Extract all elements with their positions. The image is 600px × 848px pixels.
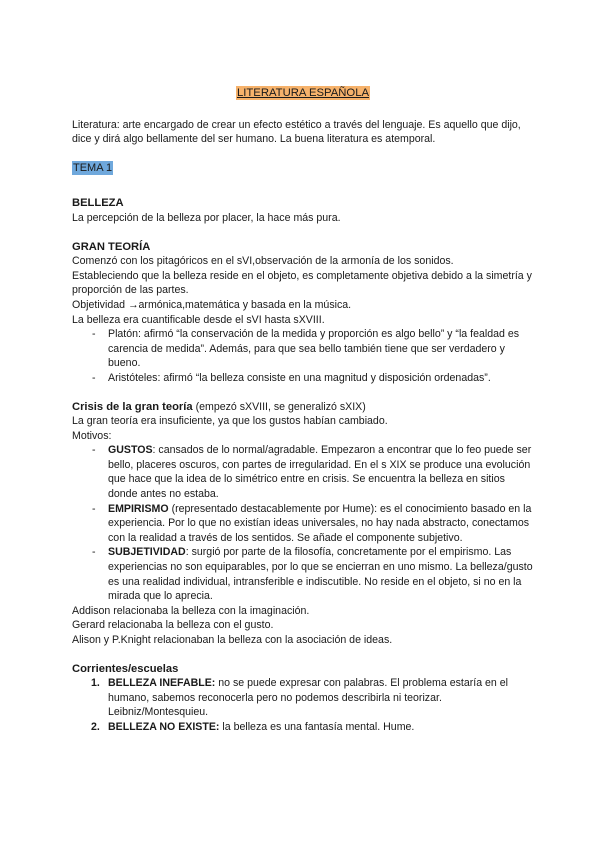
- motivo-term-subjetividad: SUBJETIVIDAD: [108, 546, 186, 559]
- belleza-heading: BELLEZA: [72, 197, 124, 210]
- gran-teoria-p2: Estableciendo que la belleza reside en el objeto, es completamente objetiva debido a la simetría y proporción de las partes.: [72, 269, 532, 297]
- crisis-heading-line: [72, 400, 534, 415]
- motivo-text-gustos: : cansados de lo normal/agradable. Empezaron a encontrar que lo feo puede ser bello, placeres oscuros, con partes de irregularidad. En el s XIX se produce una evolución que hace que la idea de lo simétrico entre en crisis. Se encuentra la belleza en sitios donde antes no estaba.: [108, 444, 532, 501]
- corriente-text-inefable: no se puede expresar con palabras. El problema estaría en el humano, sabemos reconocerla pero no podemos describirla ni teorizar. Leibniz/Montesquieu.: [108, 677, 508, 719]
- list-item-aristoteles: - Aristóteles: afirmó “la belleza consiste en una magnitud y disposición ordenadas”.: [72, 371, 534, 386]
- crisis-p1: La gran teoría era insuficiente, ya que los gustos habían cambiado.: [72, 415, 388, 428]
- crisis-subtitle: (empezó sXVIII, se generalizó sXIX): [195, 400, 366, 413]
- list-item-belleza-no-existe: [72, 720, 534, 735]
- crisis-after-addison: Addison relacionaba la belleza con la imaginación.: [72, 604, 310, 617]
- motivos-list: [72, 443, 534, 604]
- corrientes-list: [72, 676, 534, 734]
- gran-teoria-list: [72, 327, 534, 385]
- gran-teoria-p4: La belleza era cuantificable desde el sVI hasta sXVIII.: [72, 313, 325, 326]
- crisis-p2: Motivos:: [72, 429, 112, 442]
- crisis-heading: Crisis de la gran teoría: [72, 400, 193, 413]
- crisis-after-gerard: Gerard relacionaba la belleza con el gusto.: [72, 619, 274, 632]
- title-wrap: [72, 86, 534, 101]
- corrientes-section: [72, 662, 534, 735]
- crisis-after-alison: Alison y P.Knight relacionaban la belleza con la asociación de ideas.: [72, 634, 393, 646]
- intro-paragraph: Literatura: arte encargado de crear un efecto estético a través del lenguaje. Es aquello que dijo, dice y dirá algo bellamente del ser humano. La buena literatura es atemporal.: [72, 118, 521, 146]
- corriente-text-no-existe: la belleza es una fantasía mental. Hume.: [219, 720, 415, 733]
- gran-teoria-p3: Objetividad →armónica,matemática y basada en la música.: [72, 298, 352, 311]
- list-number: 1.: [91, 677, 100, 690]
- tema-label: TEMA 1: [73, 161, 113, 174]
- gran-teoria-p1: Comenzó con los pitagóricos en el sVI,observación de la armonía de los sonidos.: [72, 255, 454, 268]
- list-item-empirismo: [72, 502, 534, 546]
- corriente-term-no-existe: BELLEZA NO EXISTE:: [108, 720, 220, 733]
- belleza-section: [72, 196, 534, 225]
- belleza-text: La percepción de la belleza por placer, la hace más pura.: [72, 211, 341, 224]
- motivo-text-empirismo: (representado destacablemente por Hume): es el conocimiento basado en la experiencia. Por lo que no existían ideas universales, no hay nada abstracto, conectamos con la realidad a través de los sentidos. Se añade el componente subjetivo.: [108, 502, 532, 544]
- gran-teoria-section: [72, 240, 534, 386]
- motivo-term-empirismo: EMPIRISMO: [108, 502, 169, 515]
- list-number: 2.: [91, 720, 100, 733]
- list-item-subjetividad: [72, 545, 534, 603]
- list-item-belleza-inefable: [72, 676, 534, 720]
- motivo-term-gustos: GUSTOS: [108, 444, 153, 457]
- corriente-term-inefable: BELLEZA INEFABLE:: [108, 677, 216, 690]
- document-content: [72, 86, 534, 735]
- list-item-gustos: [72, 443, 534, 501]
- tema-wrap: [72, 161, 534, 176]
- motivo-text-subjetividad: : surgió por parte de la filosofía, concretamente por el empirismo. Las experiencias no son equiparables, por lo que se encierran en uno mismo. La belleza/gusto es una realidad individual, intransferible e indiscutible. No reside en el objeto, si no en la mirada que lo aprecia.: [108, 546, 533, 603]
- gran-teoria-heading: GRAN TEORÍA: [72, 240, 151, 253]
- crisis-section: [72, 400, 534, 648]
- list-item-platon: - Platón: afirmó “la conservación de la medida y proporción es algo bello” y “la fealdad es carencia de medida”. Además, para que sea bello también tiene que ser verdadero y bueno.: [72, 327, 534, 371]
- corrientes-heading: Corrientes/escuelas: [72, 662, 179, 675]
- document-title: LITERATURA ESPAÑOLA: [236, 87, 370, 99]
